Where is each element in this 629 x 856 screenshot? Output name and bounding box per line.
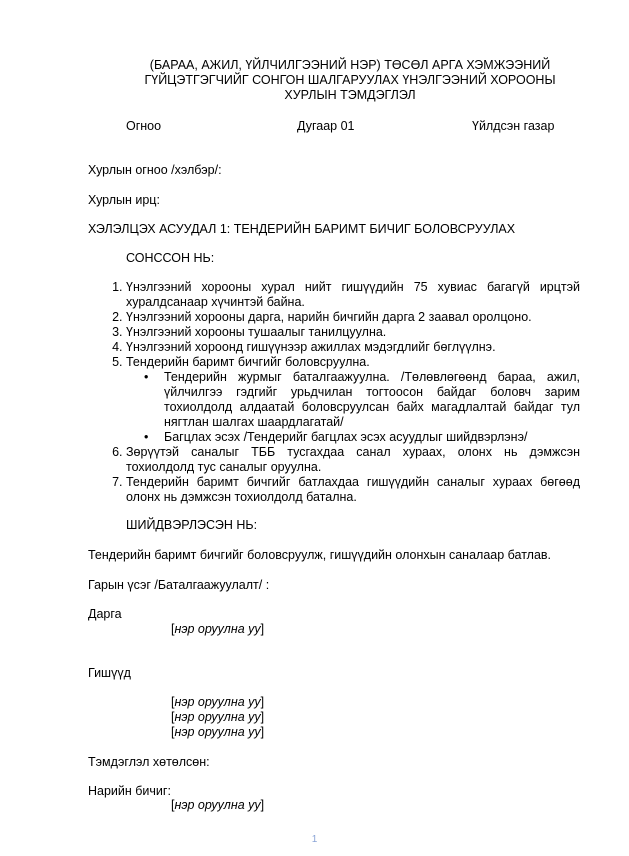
signatures-heading: Гарын үсэг /Баталгаажуулалт/ : [88,578,270,592]
sub-list [126,370,580,445]
attendance-line: Хурлын ирц: [88,193,160,207]
members-label: Гишүүд [88,666,131,680]
date-label: Огноо [126,119,162,133]
agenda-line: ХЭЛЭЛЦЭХ АСУУДАЛ 1: ТЕНДЕРИЙН БАРИМТ БИЧИГ БОЛОВСРУУЛАХ [88,222,516,236]
secretary-label: Нарийн бичиг: [88,784,171,798]
list-item: 7. Тендерийн баримт бичгийг батлахдаа гишүүдийн саналыг хураах бөгөөд олонх нь дэмжсэн тохиолдолд батална. [126,475,580,505]
secretary-name-placeholder: [нэр оруулна уу] [171,798,265,812]
heard-list [88,280,580,505]
decision-text: Тендерийн баримт бичгийг боловсруулж, гишүүдийн олонхын саналаар батлав. [88,548,552,562]
list-item: 4. Үнэлгээний хороонд гишүүнээр ажиллах мэдэгдлийг бөглүүлнэ. [126,340,580,355]
list-item: 2. Үнэлгээний хорооны дарга, нарийн бичгийн дарга 2 заавал оролцоно. [126,310,580,325]
member-name-placeholder: [нэр оруулна уу] [171,725,265,739]
chair-name-placeholder: [нэр оруулна уу] [171,622,265,636]
title-line-2: ГҮЙЦЭТГЭГЧИЙГ СОНГОН ШАЛГАРУУЛАХ ҮНЭЛГЭЭНИЙ ХОРООНЫ [144,73,556,87]
document-title [130,58,570,103]
list-item: 3. Үнэлгээний хорооны тушаалыг танилцуулна. [126,325,580,340]
member-name-placeholder: [нэр оруулна уу] [171,710,265,724]
list-item-text: Тендерийн баримт бичгийг боловсруулна. [126,355,370,369]
recorded-label: Тэмдэглэл хөтөлсөн: [88,755,210,769]
heard-heading: СОНССОН НЬ: [126,251,215,265]
title-line-1: (БАРАА, АЖИЛ, ҮЙЛЧИЛГЭЭНИЙ НЭР) ТӨСӨЛ АРГА ХЭМЖЭЭНИЙ [149,58,551,72]
list-item [126,355,580,445]
decision-heading: ШИЙДВЭРЛЭСЭН НЬ: [126,518,258,532]
number-label: Дугаар 01 [297,119,355,133]
sub-list-item: • Багцлах эсэх /Тендерийг багцлах эсэх асуудлыг шийдвэрлэнэ/ [164,430,580,445]
chair-label: Дарга [88,607,122,621]
place-label: Үйлдсэн газар [472,119,555,133]
list-item: 6. Зөрүүтэй саналыг ТББ тусгахдаа санал хураах, олонх нь дэмжсэн тохиолдолд тус саналыг оруулна. [126,445,580,475]
list-item: 1. Үнэлгээний хорооны хурал нийт гишүүдийн 75 хувиас багагүй ирцтэй хуралдсанаар хүчинтэй байна. [126,280,580,310]
meeting-date-line: Хурлын огноо /хэлбэр/: [88,163,222,177]
member-name-placeholder: [нэр оруулна уу] [171,695,265,709]
page-number: 1 [311,834,318,845]
sub-list-item: • Тендерийн журмыг баталгаажуулна. /Төлөвлөгөөнд бараа, ажил, үйлчилгээ гэдгийг урьдчилан тогтоосон байдаг боловч зарим тохиолдолд алдаатай боловсруулсан байх магадлалтай байдаг тул нягтлан шалгах шаардлагатай/ [164,370,580,430]
title-line-3: ХУРЛЫН ТЭМДЭГЛЭЛ [284,88,416,102]
